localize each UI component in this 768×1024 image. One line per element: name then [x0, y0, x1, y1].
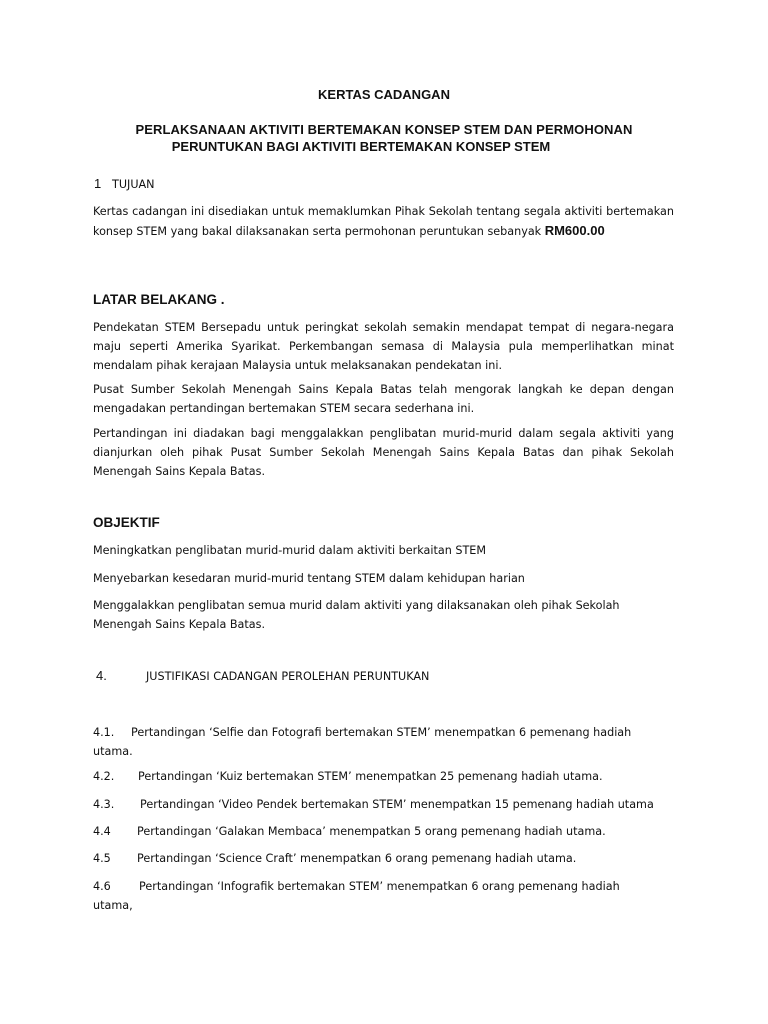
- latar-paragraph-3: Pertandingan ini diadakan bagi menggalakkan penglibatan murid-murid dalam segala aktiviti yang dianjurkan oleh pihak Pusat Sumber Sekolah Menengah Sains Kepala Batas dan pihak Sekolah Menengah Sains Kepala Batas.: [93, 427, 674, 478]
- justifikasi-item-number: 4.2.: [93, 770, 115, 783]
- justifikasi-item-text: Pertandingan ‘Galakan Membaca’ menempatkan 5 orang pemenang hadiah utama.: [137, 825, 606, 838]
- document-title: KERTAS CADANGAN: [318, 87, 450, 102]
- section-number-tujuan: 1: [94, 176, 102, 191]
- section-heading-tujuan: TUJUAN: [112, 178, 155, 191]
- objektif-item-1: Meningkatkan penglibatan murid-murid dalam aktiviti berkaitan STEM: [93, 544, 487, 557]
- tujuan-text: Kertas cadangan ini disediakan untuk memaklumkan Pihak Sekolah tentang segala aktiviti bertemakan konsep STEM yang bakal dilaksanakan serta permohonan peruntukan sebanyak: [93, 205, 674, 238]
- objektif-item-2: Menyebarkan kesedaran murid-murid tentang STEM dalam kehidupan harian: [93, 572, 525, 585]
- justifikasi-item-number: 4.5: [93, 852, 111, 865]
- document-subtitle-line-1: PERLAKSANAAN AKTIVITI BERTEMAKAN KONSEP STEM DAN PERMOHONAN: [135, 122, 633, 137]
- justifikasi-item-number: 4.4: [93, 825, 111, 838]
- section-heading-justifikasi: JUSTIFIKASI CADANGAN PEROLEHAN PERUNTUKAN: [146, 670, 430, 683]
- justifikasi-item-text: Pertandingan ‘Kuiz bertemakan STEM’ menempatkan 25 pemenang hadiah utama.: [138, 770, 603, 783]
- section-heading-objektif: OBJEKTIF: [93, 515, 160, 530]
- justifikasi-item-number: 4.1.: [93, 726, 115, 739]
- latar-paragraph-2: Pusat Sumber Sekolah Menengah Sains Kepala Batas telah mengorak langkah ke depan dengan mengadakan pertandingan bertemakan STEM secara sederhana ini.: [93, 383, 674, 415]
- justifikasi-item-number: 4.6: [93, 880, 111, 893]
- objektif-item-3: Menggalakkan penglibatan semua murid dalam aktiviti yang dilaksanakan oleh pihak Sekolah Menengah Sains Kepala Batas.: [93, 599, 620, 631]
- tujuan-amount: RM600.00: [544, 223, 605, 238]
- justifikasi-item-number: 4.3.: [93, 798, 115, 811]
- section-heading-latar-belakang: LATAR BELAKANG .: [93, 292, 225, 307]
- justifikasi-item-text: Pertandingan ‘Infografik bertemakan STEM’ menempatkan 6 orang pemenang hadiah utama,: [93, 880, 620, 912]
- justifikasi-item-text: Pertandingan ‘Science Craft’ menempatkan 6 orang pemenang hadiah utama.: [137, 852, 577, 865]
- latar-paragraph-1: Pendekatan STEM Bersepadu untuk peringkat sekolah semakin mendapat tempat di negara-negara maju seperti Amerika Syarikat. Perkembangan semasa di Malaysia pula memperlihatkan minat mendalam pihak kerajaan Malaysia untuk melaksanakan pendekatan ini.: [93, 321, 674, 372]
- tujuan-paragraph: [93, 202, 674, 241]
- document-subtitle-line-2: PERUNTUKAN BAGI AKTIVITI BERTEMAKAN KONSEP STEM: [171, 139, 551, 154]
- justifikasi-item-text: Pertandingan ‘Selfie dan Fotografi bertemakan STEM’ menempatkan 6 pemenang hadiah utama.: [93, 726, 632, 758]
- section-number-justifikasi: 4.: [96, 668, 107, 683]
- justifikasi-item-text: Pertandingan ‘Video Pendek bertemakan STEM’ menempatkan 15 pemenang hadiah utama: [140, 798, 654, 811]
